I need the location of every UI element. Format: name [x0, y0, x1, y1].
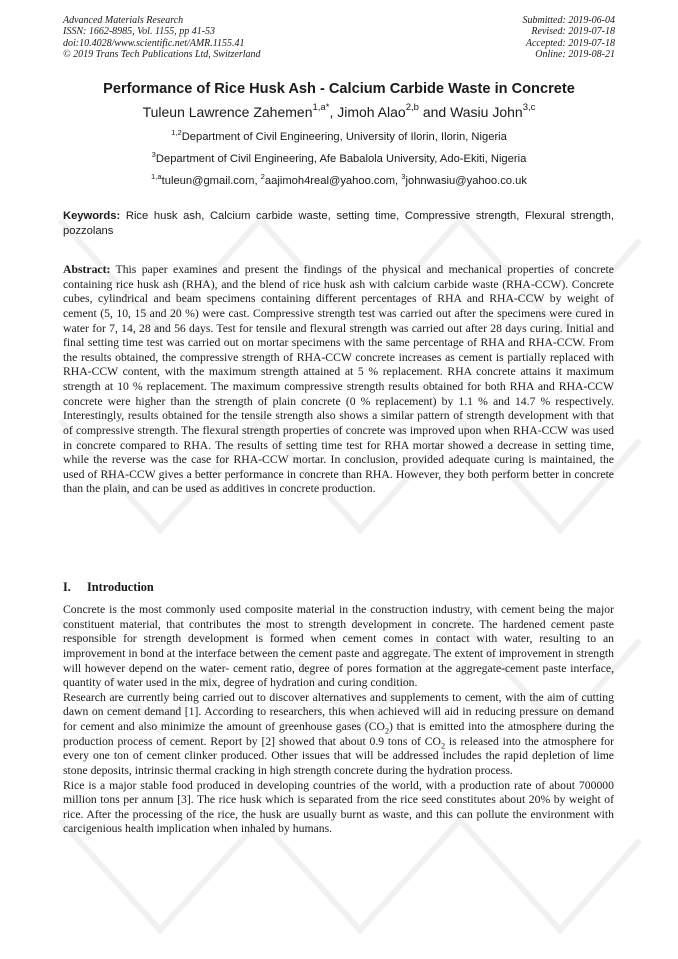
affiliation-1 [0, 127, 678, 143]
author-affiliation-mark: 2,b [405, 102, 419, 114]
abstract-text: This paper examines and present the findings of the physical and mechanical properties of concrete containing rice husk ash (RHA), and the blend of rice husk ash with calcium carbide waste (RHA-CCW). Concrete cubes, cylindrical and beam specimens containing different percentages of RHA and RHA-CCW by weight of cement (5, 10, 15 and 20 %) were cast. Compressive strength test was carried out after the specimens were cured in water for 7, 14, 28 and 56 days. Test for tensile and flexural strength was carried out after 28 days curing. Initial and final setting time test was carried out on mortar specimens with the same percentage of RHA and RHA-CCW. From the results obtained, the compressive strength of RHA-CCW concrete increases as cement is partially replaced with RHA-CCW content, with the maximum strength attained at 5 % replacement. RHA concrete attains it maximum strength at 10 % replacement. The maximum compressive strength results obtained for both RHA and RHA-CCW concrete were higher than the strength of plain concrete (0 % replacement) by 1.1 % and 14.7 % respectively. Interestingly, results obtained for the tensile strength also shows a similar pattern of strength development with that of compressive strength. The flexural strength properties of concrete was improved upon when RHA-CCW was used in concrete compared to RHA. The results of setting time test for RHA mortar showed a decrease in setting time, while the reverse was the case for RHA-CCW mortar. In conclusion, provided adequate curing is maintained, the used of RHA-CCW gives a better performance in concrete than RHA. However, they both perform better in concrete than the plain, and can be used as additives in concrete production. [63, 263, 614, 496]
paragraph-text: Research are currently being carried out to discover alternatives and supplements to cement, with the aim of cutting dawn on cement demand [1]. According to researchers, this when achieved will aid in reducing pressure on demand for cement and also minimize the amount of greenhouse gases (CO [63, 690, 614, 733]
keywords-text: Rice husk ash, Calcium carbide waste, setting time, Compressive strength, Flexural strength, pozzolans [63, 210, 614, 237]
email-address[interactable]: tuleun@gmail.com, [161, 175, 261, 187]
paragraph-text: is released into the atmosphere for every one ton of cement clinker produced. Other issues that will be addressed includes the rapid depletion of lime stone deposits, intrinsic thermal cracking in high strength concrete during the hydration process. [63, 734, 614, 777]
email-mark: 2 [260, 171, 265, 181]
subscript: 2 [441, 740, 446, 750]
email-mark: 1,a [151, 171, 162, 181]
author-list [0, 104, 678, 120]
paragraph [63, 691, 614, 779]
abstract-block [63, 263, 614, 497]
paragraph: Concrete is the most commonly used composite material in the construction industry, with cement being the major constituent material, that contributes the most to strength development in concrete. The hardened cement paste responsible for strength development is formed when cement comes in contact with water, resulting to an improvement in bond at the interface between the cement paste and aggregate. The extent of improvement in strength will however depend on the water- cement ratio, degree of pores formation at the aggregate-cement paste interface, quantity of water used in the mix, degree of hydration and curing condition. [63, 603, 614, 690]
author-separator: , [329, 104, 338, 120]
revised-date: Revised: 2019-07-18 [531, 26, 615, 38]
subscript: 2 [384, 726, 390, 736]
abstract-label: Abstract: [63, 263, 111, 276]
author-name: Jimoh Alao [337, 104, 406, 120]
section-number: I. [63, 580, 71, 594]
online-date: Online: 2019-08-21 [535, 49, 615, 61]
paragraph: Rice is a major stable food produced in developing countries of the world, with a production rate of about 700000 million tons per annum [3]. The rice husk which is separated from the rice seed constitutes about 20% by weight of rice. After the processing of the rice, the husk are usually burnt as waste, and this can pollute the environment with carcigenious health implication when inhaled by humans. [63, 778, 614, 836]
accepted-date: Accepted: 2019-07-18 [525, 37, 615, 49]
email-mark: 3 [401, 171, 406, 181]
section-heading [63, 580, 154, 595]
keywords-label: Keywords: [63, 210, 121, 222]
affiliation-mark: 1,2 [171, 127, 182, 137]
section-title: Introduction [87, 580, 154, 594]
affiliation-text: Department of Civil Engineering, Afe Babalola University, Ado-Ekiti, Nigeria [155, 153, 527, 165]
copyright-line: © 2019 Trans Tech Publications Ltd, Switzerland [63, 49, 261, 61]
submitted-date: Submitted: 2019-06-04 [522, 15, 615, 26]
email-line [0, 171, 678, 187]
affiliation-mark: 3 [151, 149, 156, 159]
issn-line: ISSN: 1662-8985, Vol. 1155, pp 41-53 [63, 26, 216, 38]
journal-header-left [63, 15, 261, 61]
keywords-block [63, 209, 614, 238]
affiliation-2 [0, 149, 678, 165]
author-name: Tuleun Lawrence Zahemen [142, 104, 313, 120]
author-separator: and [418, 104, 451, 120]
author-name: Wasiu John [450, 104, 523, 120]
author-affiliation-mark: 1,a* [312, 102, 330, 114]
author-affiliation-mark: 3,c [522, 102, 536, 114]
affiliation-text: Department of Civil Engineering, University of Ilorin, Ilorin, Nigeria [181, 131, 507, 143]
email-address[interactable]: aajimoh4real@yahoo.com, [264, 175, 402, 187]
email-address[interactable]: johnwasiu@yahoo.co.uk [405, 175, 527, 187]
journal-name: Advanced Materials Research [63, 15, 184, 26]
paper-title: Performance of Rice Husk Ash - Calcium Carbide Waste in Concrete [103, 81, 575, 97]
doi-line: doi:10.4028/www.scientific.net/AMR.1155.41 [63, 37, 245, 49]
journal-header-right [523, 15, 616, 61]
paragraph-text: ) that is emitted into the atmosphere during the production process of cement. Report by [2] showed that about 0.9 tons of CO [63, 720, 615, 748]
introduction-body [63, 603, 614, 837]
